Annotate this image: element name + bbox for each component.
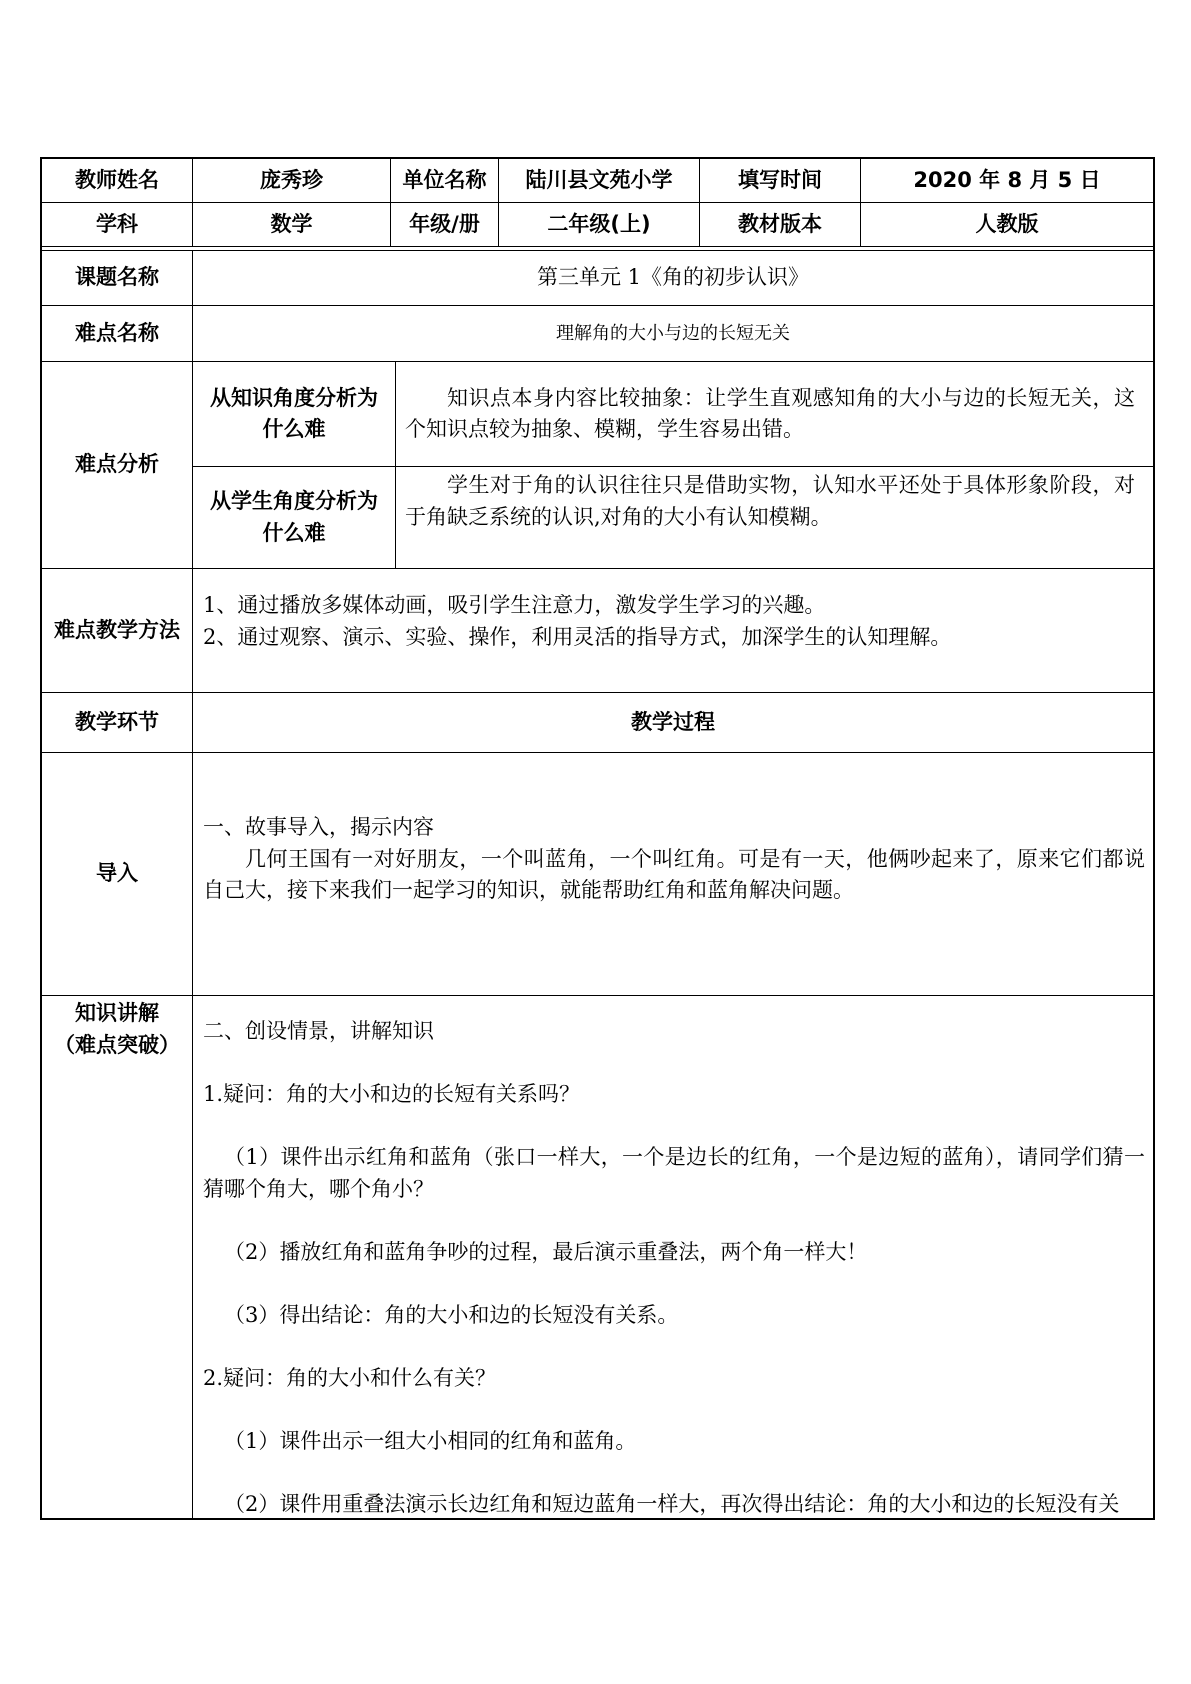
table-frame [40, 157, 1155, 1520]
textbook-edition-value: 人教版 [975, 211, 1039, 236]
methods-label: 难点教学方法 [54, 617, 180, 642]
difficulty-label: 难点名称 [75, 320, 159, 345]
teacher-name-label: 教师姓名 [75, 167, 159, 192]
student-angle-label: 从学生角度分析为什么难 [210, 489, 378, 545]
unit-name-value: 陆川县文苑小学 [525, 167, 673, 192]
fill-date-label: 填写时间 [738, 167, 822, 192]
explain-paragraph: （1）课件出示红角和蓝角（张口一样大，一个是边长的红角，一个是边短的蓝角），请同学们猜一猜哪个角大，哪个角小？ [203, 1145, 1145, 1201]
unit-name-label: 单位名称 [402, 167, 487, 192]
explain-label: 知识讲解 [75, 1001, 159, 1025]
explain-paragraph: 二、创设情景，讲解知识 [203, 1019, 434, 1043]
analysis-label: 难点分析 [75, 452, 159, 477]
textbook-edition-label: 教材版本 [738, 211, 822, 236]
student-angle-text: 学生对于角的认识往往只是借助实物，认知水平还处于具体形象阶段，对于角缺乏系统的认识,对角的大小有认知模糊。 [405, 473, 1135, 529]
subject-value: 数学 [270, 211, 313, 236]
teacher-name-value: 庞秀珍 [260, 167, 323, 192]
explain-sublabel: （难点突破） [54, 1032, 180, 1057]
topic-label: 课题名称 [75, 265, 159, 290]
difficulty-value: 理解角的大小与边的长短无关 [556, 322, 790, 344]
topic-value: 第三单元 1《角的初步认识》 [536, 265, 810, 290]
method-item: 1、通过播放多媒体动画，吸引学生注意力，激发学生学习的兴趣。 [203, 593, 826, 617]
method-item: 2、通过观察、演示、实验、操作，利用灵活的指导方式，加深学生的认知理解。 [203, 624, 952, 649]
explain-paragraph: （1）课件出示一组大小相同的红角和蓝角。 [224, 1428, 637, 1453]
process-header: 教学过程 [631, 709, 715, 734]
explain-paragraph: （3）得出结论：角的大小和边的长短没有关系。 [224, 1302, 679, 1327]
explain-paragraph: （2）播放红角和蓝角争吵的过程，最后演示重叠法，两个角一样大！ [224, 1239, 868, 1264]
stage-header: 教学环节 [75, 709, 159, 734]
explain-paragraph: （2）课件用重叠法演示长边红角和短边蓝角一样大，再次得出结论：角的大小和边的长短没有关 [224, 1491, 1120, 1516]
fill-date-value: 2020 年 8 月 5 日 [913, 167, 1101, 192]
intro-heading: 一、故事导入，揭示内容 [203, 815, 434, 839]
knowledge-angle-text: 知识点本身内容比较抽象：让学生直观感知角的大小与边的长短无关，这个知识点较为抽象、模糊，学生容易出错。 [405, 385, 1135, 441]
explain-paragraph: 1.疑问：角的大小和边的长短有关系吗？ [203, 1082, 581, 1106]
subject-label: 学科 [96, 211, 138, 236]
intro-label: 导入 [96, 861, 138, 886]
grade-value: 二年级(上) [547, 211, 651, 236]
intro-text: 几何王国有一对好朋友，一个叫蓝角，一个叫红角。可是有一天，他俩吵起来了，原来它们都说自己大，接下来我们一起学习的知识，就能帮助红角和蓝角解决问题。 [203, 846, 1145, 902]
explain-paragraph: 2.疑问：角的大小和什么有关？ [203, 1365, 497, 1390]
grade-label: 年级/册 [409, 211, 480, 236]
knowledge-angle-label: 从知识角度分析为什么难 [210, 385, 378, 441]
